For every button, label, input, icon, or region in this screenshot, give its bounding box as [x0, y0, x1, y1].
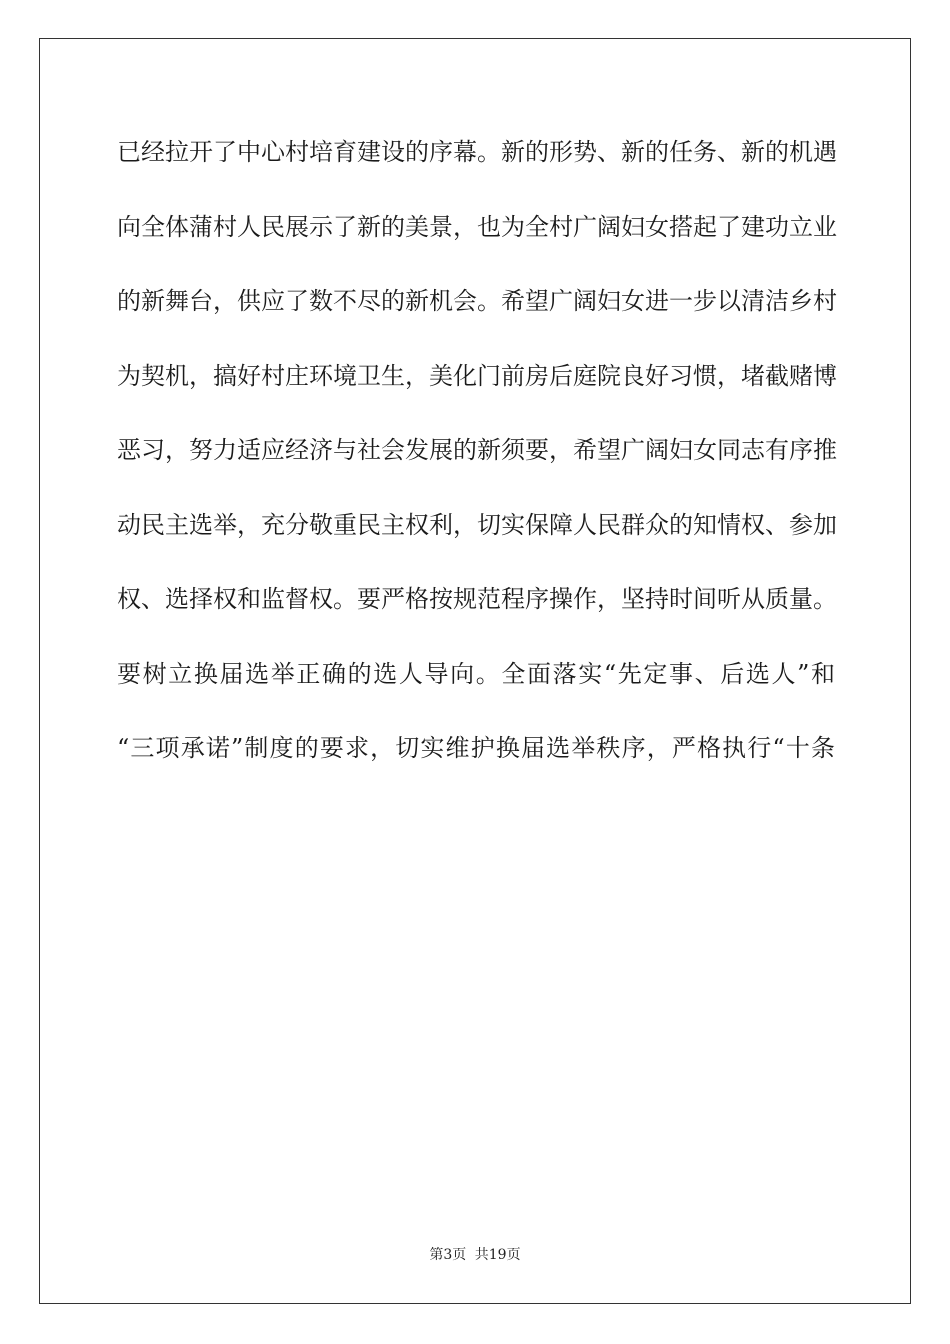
- text-line: 要树立换届选举正确的选人导向。全面落实“先定事、后选人”和: [117, 659, 835, 688]
- document-body: [117, 130, 835, 801]
- page-number: 第3页: [429, 1247, 467, 1263]
- page-total: 共19页: [474, 1247, 521, 1263]
- text-line: 动民主选举，充分敬重民主权利，切实保障人民群众的知情权、参加: [117, 510, 837, 539]
- text-line: 恶习，努力适应经济与社会发展的新须要，希望广阔妇女同志有序推: [117, 436, 837, 464]
- text-line: 为契机，搞好村庄环境卫生，美化门前房后庭院良好习惯，堵截赌博: [117, 361, 837, 390]
- page-footer: [0, 1244, 950, 1264]
- text-line: 的新舞台，供应了数不尽的新机会。希望广阔妇女进一步以清洁乡村: [117, 287, 837, 315]
- text-line: 向全体蒲村人民展示了新的美景，也为全村广阔妇女搭起了建功立业: [117, 212, 837, 241]
- text-line: 已经拉开了中心村培育建设的序幕。新的形势、新的任务、新的机遇: [117, 138, 837, 166]
- text-line: 权、选择权和监督权。要严格按规范程序操作，坚持时间听从质量。: [117, 585, 837, 613]
- text-line: “三项承诺”制度的要求，切实维护换届选举秩序，严格执行“十条: [117, 734, 835, 762]
